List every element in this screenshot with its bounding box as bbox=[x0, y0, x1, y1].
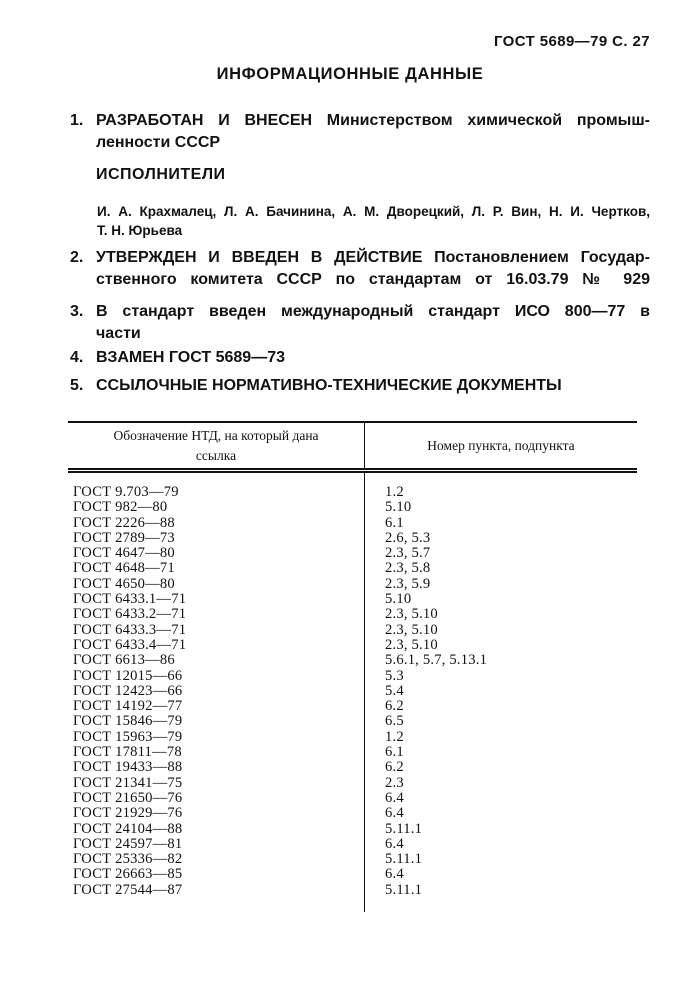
section-4 bbox=[70, 347, 650, 369]
section-5 bbox=[70, 375, 650, 397]
table-cell-ntd: ГОСТ 15963—79 bbox=[73, 728, 183, 745]
table-cell-ntd: ГОСТ 24104—88 bbox=[73, 820, 183, 837]
table-cell-punkt: 2.3, 5.10 bbox=[385, 606, 438, 623]
section-3-number: 3. bbox=[70, 303, 84, 320]
section-5-number: 5. bbox=[70, 377, 84, 394]
table-cell-punkt: 6.1 bbox=[385, 744, 404, 761]
section-2 bbox=[70, 247, 650, 290]
table-cell-punkt: 5.11.1 bbox=[385, 881, 423, 898]
table-cell-ntd: ГОСТ 25336—82 bbox=[73, 851, 183, 868]
table-cell-ntd: ГОСТ 2789—73 bbox=[73, 529, 175, 546]
table-header-punkt: Номер пункта, подпункта bbox=[427, 437, 575, 453]
table-cell-punkt: 6.4 bbox=[385, 805, 404, 822]
table-cell-ntd: ГОСТ 26663—85 bbox=[73, 866, 183, 883]
table-cell-ntd: ГОСТ 6433.4—71 bbox=[73, 636, 187, 653]
table-cell-punkt: 6.4 bbox=[385, 866, 404, 883]
table-column-divider bbox=[364, 473, 365, 912]
table-cell-ntd: ГОСТ 982—80 bbox=[73, 499, 168, 516]
table-cell-punkt: 5.3 bbox=[385, 667, 404, 684]
table-cell-punkt: 2.3, 5.10 bbox=[385, 621, 438, 638]
table-cell-ntd: ГОСТ 9.703—79 bbox=[73, 484, 179, 500]
executors-line-2: Т. Н. Юрьева bbox=[97, 223, 183, 238]
reference-table-body bbox=[68, 473, 637, 912]
table-cell-punkt: 5.11.1 bbox=[385, 820, 423, 837]
section-3-line-2: части bbox=[96, 324, 141, 342]
table-cell-ntd: ГОСТ 17811—78 bbox=[73, 744, 182, 761]
table-cell-punkt: 6.5 bbox=[385, 713, 404, 730]
table-header-ntd: Обозначение НТД, на который дана ссылка bbox=[68, 423, 365, 468]
reference-table-rows bbox=[68, 485, 637, 898]
section-3-line-1: В стандарт введен международный стандарт ИСО 800—77 в bbox=[96, 303, 650, 320]
table-cell-ntd: ГОСТ 27544—87 bbox=[73, 881, 183, 898]
table-cell-punkt: 6.4 bbox=[385, 789, 404, 806]
section-2-line-2: ственного комитета СССР по стандартам от 16.03.79 № 929 bbox=[96, 270, 650, 288]
table-cell-ntd: ГОСТ 6433.2—71 bbox=[73, 606, 187, 623]
table-cell-punkt: 1.2 bbox=[385, 728, 404, 745]
table-cell-ntd: ГОСТ 2226—88 bbox=[73, 514, 175, 531]
table-cell-punkt: 2.3, 5.7 bbox=[385, 545, 431, 562]
section-1-line-2: ленности СССР bbox=[96, 133, 221, 151]
table-cell-punkt: 5.4 bbox=[385, 682, 404, 699]
table-cell-punkt: 6.2 bbox=[385, 759, 404, 776]
page-header: ГОСТ 5689—79 С. 27 bbox=[493, 33, 650, 50]
table-cell-ntd: ГОСТ 14192—77 bbox=[73, 698, 183, 715]
table-cell-punkt: 2.3, 5.10 bbox=[385, 636, 438, 653]
section-2-number: 2. bbox=[70, 249, 84, 266]
table-cell-punkt: 5.6.1, 5.7, 5.13.1 bbox=[385, 652, 488, 669]
table-cell-punkt: 2.3, 5.9 bbox=[385, 575, 431, 592]
table-cell-ntd: ГОСТ 15846—79 bbox=[73, 713, 183, 730]
executors-names bbox=[97, 202, 650, 240]
section-5-text bbox=[96, 375, 650, 397]
table-cell-ntd: ГОСТ 12423—66 bbox=[73, 682, 183, 699]
table-cell-ntd: ГОСТ 6433.1—71 bbox=[73, 591, 187, 608]
section-4-number: 4. bbox=[70, 349, 84, 366]
reference-table bbox=[68, 421, 637, 912]
table-cell-ntd: ГОСТ 21650—76 bbox=[73, 789, 183, 806]
table-cell-punkt: 6.4 bbox=[385, 835, 404, 852]
table-cell-punkt: 6.1 bbox=[385, 514, 404, 531]
section-4-line-1: ВЗАМЕН ГОСТ 5689—73 bbox=[96, 349, 285, 366]
table-cell-ntd: ГОСТ 4650—80 bbox=[73, 575, 175, 592]
table-cell-punkt: 2.3, 5.8 bbox=[385, 560, 431, 577]
section-1-text bbox=[96, 110, 650, 153]
section-2-text bbox=[96, 247, 650, 290]
section-2-line-1: УТВЕРЖДЕН И ВВЕДЕН В ДЕЙСТВИЕ Постановлением Государ- bbox=[96, 249, 650, 266]
reference-table-header bbox=[68, 421, 637, 473]
table-cell-ntd: ГОСТ 6613—86 bbox=[73, 652, 175, 669]
table-cell-ntd: ГОСТ 21929—76 bbox=[73, 805, 183, 822]
table-cell-ntd: ГОСТ 24597—81 bbox=[73, 835, 183, 852]
table-cell-ntd: ГОСТ 21341—75 bbox=[73, 774, 183, 791]
section-1-line-1: РАЗРАБОТАН И ВНЕСЕН Министерством химической промыш- bbox=[96, 112, 650, 129]
table-cell-punkt: 5.10 bbox=[385, 591, 412, 608]
table-cell-punkt: 5.10 bbox=[385, 499, 412, 516]
table-cell-punkt: 2.6, 5.3 bbox=[385, 529, 431, 546]
section-5-line-1: ССЫЛОЧНЫЕ НОРМАТИВНО-ТЕХНИЧЕСКИЕ ДОКУМЕНТЫ bbox=[96, 377, 562, 394]
table-cell-punkt: 5.11.1 bbox=[385, 851, 423, 868]
section-3 bbox=[70, 301, 650, 344]
executors-line-1: И. А. Крахмалец, Л. А. Бачинина, А. М. Дворецкий, Л. Р. Вин, Н. И. Чертков, bbox=[97, 204, 650, 219]
executors-heading: ИСПОЛНИТЕЛИ bbox=[96, 166, 226, 183]
table-cell-punkt: 2.3 bbox=[385, 774, 404, 791]
section-1 bbox=[70, 110, 650, 153]
section-1-number: 1. bbox=[70, 112, 84, 129]
table-cell-ntd: ГОСТ 19433—88 bbox=[73, 759, 183, 776]
table-cell-ntd: ГОСТ 12015—66 bbox=[73, 667, 183, 684]
table-cell-punkt: 6.2 bbox=[385, 698, 404, 715]
table-cell-ntd: ГОСТ 4647—80 bbox=[73, 545, 175, 562]
table-cell-punkt: 1.2 bbox=[385, 484, 404, 500]
table-cell-ntd: ГОСТ 6433.3—71 bbox=[73, 621, 187, 638]
section-4-text bbox=[96, 347, 650, 369]
section-3-text bbox=[96, 301, 650, 344]
table-cell-ntd: ГОСТ 4648—71 bbox=[73, 560, 175, 577]
page-title: ИНФОРМАЦИОННЫЕ ДАННЫЕ bbox=[216, 65, 484, 83]
